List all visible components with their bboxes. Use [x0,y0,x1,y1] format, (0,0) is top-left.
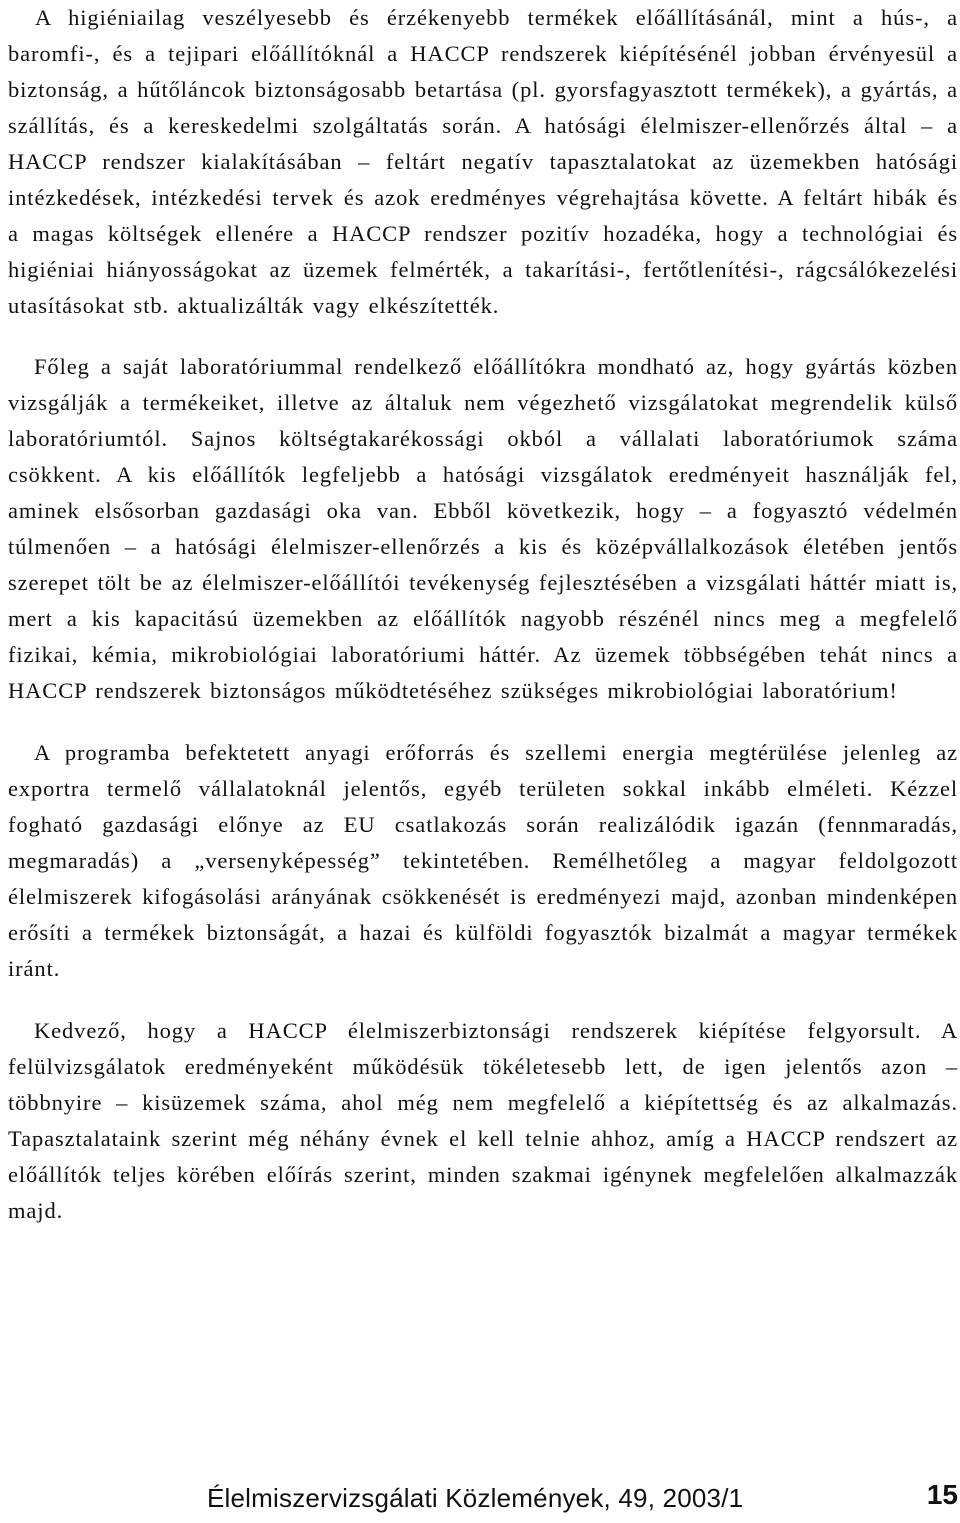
paragraph-3: A programba befektetett anyagi erőforrás és szellemi energia megtérülése jelenleg az exportra termelő vállalatoknál jelentős, egyéb területen sokkal inkább elméleti. Kézzel fogható gazdasági előnye az EU csatlakozás során realizálódik igazán (fennmaradás, megmaradás) a „versenyképesség” tekintetében. Remélhetőleg a magyar feldolgozott élelmiszerek kifogásolási arányának csökkenését is eredményezi majd, azonban mindenképen erősíti a termékek biztonságát, a hazai és külföldi fogyasztók bizalmát a magyar termékek iránt. [8,740,958,981]
page-number: 15 [926,1479,958,1510]
paragraph-1: A higiéniailag veszélyesebb és érzékenyebb termékek előállításánál, mint a hús-, a baromfi-, és a tejipari előállítóknál a HACCP rendszerek kiépítésénél jobban érvényesül a biztonság, a hűtőláncok biztonságosabb betartása (pl. gyorsfagyasztott termékek), a gyártás, a szállítás, és a kereskedelmi szolgáltatás során. A hatósági élelmiszer-ellenőrzés által – a HACCP rendszer kialakításában – feltárt negatív tapasztalatokat az üzemekben hatósági intézkedések, intézkedési tervek és azok eredményes végrehajtása követte. A feltárt hibák és a magas költségek ellenére a HACCP rendszer pozitív hozadéka, hogy a technológiai és higiéniai hiányosságokat az üzemek felmérték, a takarítási-, fertőtlenítési-, rágcsálókezelési utasításokat stb. aktualizálták vagy elkészítették. [8,5,958,318]
page-footer [0,1479,960,1523]
paragraph-4: Kedvező, hogy a HACCP élelmiszerbiztonsági rendszerek kiépítése felgyorsult. A felülvizsgálatok eredményeként működésük tökéletesebb lett, de igen jelentős azon – többnyire – kisüzemek száma, ahol még nem megfelelő a kiépítettség és az alkalmazás. Tapasztalataink szerint még néhány évnek el kell telnie ahhoz, amíg a HACCP rendszert az előállítók teljes körében előírás szerint, minden szakmai igénynek megfelelően alkalmazzák majd. [8,1018,958,1223]
paragraph-2: Főleg a saját laboratóriummal rendelkező előállítókra mondható az, hogy gyártás közben vizsgálják a termékeiket, illetve az általuk nem végezhető vizsgálatokat megrendelik külső laboratóriumtól. Sajnos költségtakarékossági okból a vállalati laboratóriumok száma csökkent. A kis előállítók legfeljebb a hatósági vizsgálatok eredményeit használják fel, aminek elsősorban gazdasági oka van. Ebből következik, hogy – a fogyasztó védelmén túlmenően – a hatósági élelmiszer-ellenőrzés a kis és középvállalkozások életében jentős szerepet tölt be az élelmiszer-előállítói tevékenység fejlesztésében a vizsgálati háttér miatt is, mert a kis kapacitású üzemekben az előállítók nagyobb részénél nincs meg a megfelelő fizikai, kémia, mikrobiológiai laboratóriumi háttér. Az üzemek többségében tehát nincs a HACCP rendszerek biztonságos működtetéséhez szükséges mikrobiológiai laboratórium! [8,354,958,703]
journal-citation: Élelmiszervizsgálati Közlemények, 49, 2003/1 [207,1483,744,1513]
document-body [8,0,958,1229]
